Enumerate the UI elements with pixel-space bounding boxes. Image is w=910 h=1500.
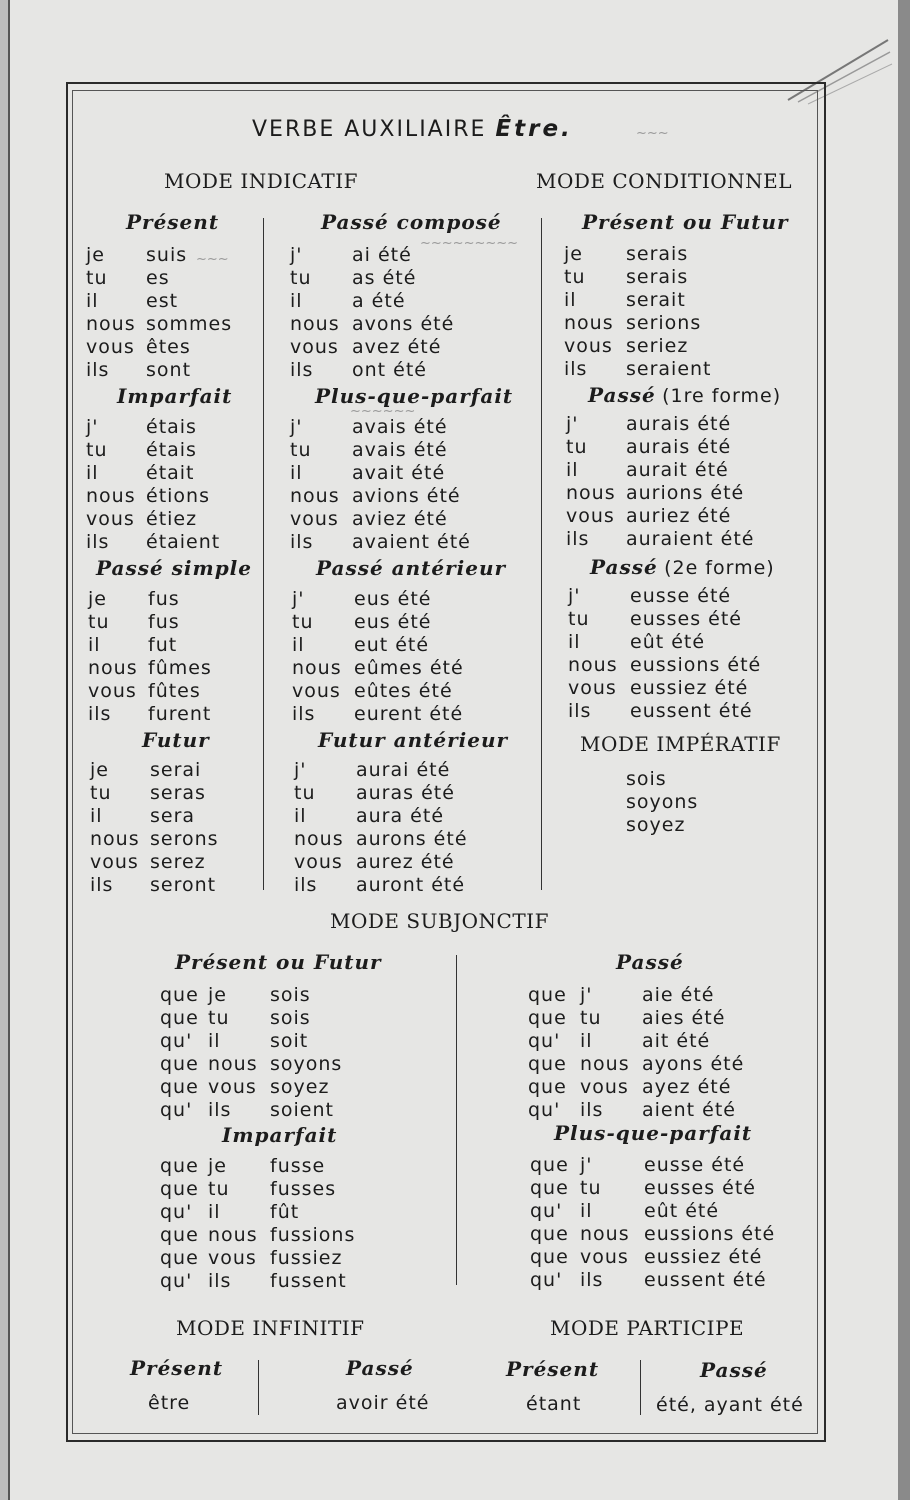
conjugation-word: il	[86, 462, 99, 484]
heading-conditionnel: MODE CONDITIONNEL	[536, 169, 793, 193]
conjugation-word: vous	[86, 336, 135, 358]
conjugation-word: avait été	[352, 462, 446, 484]
conjugation-word: eussions été	[644, 1223, 776, 1245]
conjugation-word: serons	[150, 828, 219, 850]
conjugation-word: il	[294, 805, 307, 827]
tense-name: Passé (2e forme)	[590, 555, 775, 579]
conjugation-word: avez été	[352, 336, 442, 358]
conjugation-word: ait été	[642, 1030, 711, 1052]
conjugation-word: tu	[564, 266, 586, 288]
conjugation-word: il	[208, 1030, 221, 1052]
conjugation-word: tu	[208, 1007, 230, 1029]
conjugation-word: sera	[150, 805, 196, 827]
conjugation-word: seront	[150, 874, 217, 896]
tense-name: Futur	[142, 728, 210, 752]
conjugation-word: ils	[568, 700, 592, 722]
conjugation-word: ils	[86, 531, 110, 553]
conjugation-word: j'	[580, 984, 593, 1006]
conjugation-word: suis	[146, 244, 188, 266]
conjugation-word: tu	[88, 611, 110, 633]
conjugation-word: aura été	[356, 805, 445, 827]
conjugation-word: il	[568, 631, 581, 653]
tense-name: Plus-que-parfait	[554, 1121, 753, 1145]
conjugation-word: il	[580, 1200, 593, 1222]
conjugation-word: nous	[564, 312, 614, 334]
conjugation-word: il	[566, 459, 579, 481]
conjugation-word: qu'	[530, 1200, 563, 1222]
conjugation-word: tu	[566, 436, 588, 458]
conjugation-word: nous	[86, 485, 136, 507]
conjugation-word: étais	[146, 439, 197, 461]
conjugation-word: nous	[208, 1053, 258, 1075]
conjugation-word: j'	[294, 759, 307, 781]
tense-name: Passé (1re forme)	[588, 383, 782, 407]
conjugation-word: je	[208, 984, 227, 1006]
conjugation-word: aurons été	[356, 828, 468, 850]
heading-indicatif: MODE INDICATIF	[164, 169, 358, 193]
conjugation-word: serait	[626, 289, 686, 311]
conjugation-word: qu'	[160, 1099, 193, 1121]
conjugation-word: aurez été	[356, 851, 455, 873]
conjugation-word: étaient	[146, 531, 221, 553]
heading-participe: MODE PARTICIPE	[550, 1316, 745, 1340]
conjugation-word: que	[530, 1223, 569, 1245]
conjugation-word: que	[160, 1224, 199, 1246]
conjugation-word: il	[88, 634, 101, 656]
pencil-mark: ~~~	[196, 252, 229, 267]
tense-name: Passé	[616, 950, 684, 974]
conjugation-word: avaient été	[352, 531, 471, 553]
conjugation-word: ils	[564, 358, 588, 380]
conjugation-word: fûtes	[148, 680, 201, 702]
conjugation-word: qu'	[528, 1030, 561, 1052]
divider	[640, 1360, 641, 1415]
conjugation-word: fûmes	[148, 657, 212, 679]
conjugation-word: seraient	[626, 358, 712, 380]
tense-name: Présent ou Futur	[582, 210, 789, 234]
tense-name: Plus-que-parfait	[315, 384, 514, 408]
conjugation-word: nous	[294, 828, 344, 850]
conjugation-word: ils	[294, 874, 318, 896]
conjugation-word: j'	[292, 588, 305, 610]
conjugation-word: aies été	[642, 1007, 726, 1029]
conjugation-word: aie été	[642, 984, 715, 1006]
conjugation-word: vous	[208, 1076, 257, 1098]
conjugation-word: vous	[294, 851, 343, 873]
conjugation-word: avais été	[352, 416, 448, 438]
conjugation-word: vous	[564, 335, 613, 357]
conjugation-word: seras	[150, 782, 206, 804]
conjugation-word: aurais été	[626, 436, 732, 458]
tense-name: Imparfait	[117, 384, 233, 408]
conjugation-word: fut	[148, 634, 178, 656]
conjugation-word: eusses été	[630, 608, 742, 630]
infinitif-present: être	[148, 1392, 191, 1414]
conjugation-word: tu	[294, 782, 316, 804]
conjugation-word: eus été	[354, 588, 432, 610]
conjugation-word: auriez été	[626, 505, 732, 527]
conjugation-word: qu'	[528, 1099, 561, 1121]
conjugation-word: soyons	[270, 1053, 343, 1075]
conjugation-word: serais	[626, 243, 689, 265]
conjugation-word: étiez	[146, 508, 198, 530]
conjugation-word: nous	[566, 482, 616, 504]
conjugation-word: eût été	[630, 631, 706, 653]
conjugation-word: vous	[292, 680, 341, 702]
conjugation-word: je	[86, 244, 105, 266]
tense-name: Présent ou Futur	[175, 950, 382, 974]
conjugation-word: que	[530, 1154, 569, 1176]
conjugation-word: que	[528, 1053, 567, 1075]
infinitif-present-label: Présent	[130, 1356, 224, 1380]
conjugation-word: il	[564, 289, 577, 311]
conjugation-word: il	[580, 1030, 593, 1052]
conjugation-word: es	[146, 267, 170, 289]
heading-subjonctif: MODE SUBJONCTIF	[330, 909, 549, 933]
conjugation-word: je	[90, 759, 109, 781]
conjugation-word: eusse été	[644, 1154, 746, 1176]
conjugation-word: eussent été	[630, 700, 753, 722]
heading-infinitif: MODE INFINITIF	[176, 1316, 365, 1340]
conjugation-word: que	[160, 1076, 199, 1098]
conjugation-word: aurions été	[626, 482, 745, 504]
conjugation-word: tu	[568, 608, 590, 630]
conjugation-word: vous	[580, 1076, 629, 1098]
conjugation-word: eusses été	[644, 1177, 756, 1199]
participe-passe-label: Passé	[700, 1358, 768, 1382]
conjugation-word: auras été	[356, 782, 455, 804]
conjugation-word: il	[290, 462, 303, 484]
conjugation-word: ils	[208, 1270, 232, 1292]
conjugation-word: tu	[290, 267, 312, 289]
conjugation-word: que	[528, 984, 567, 1006]
conjugation-word: seriez	[626, 335, 689, 357]
imperatif-form: sois	[626, 768, 667, 790]
conjugation-word: il	[292, 634, 305, 656]
conjugation-word: tu	[290, 439, 312, 461]
conjugation-word: eussions été	[630, 654, 762, 676]
conjugation-word: il	[290, 290, 303, 312]
divider	[263, 218, 264, 890]
conjugation-word: aurai été	[356, 759, 451, 781]
conjugation-word: est	[146, 290, 179, 312]
conjugation-word: que	[160, 1155, 199, 1177]
conjugation-word: ils	[580, 1099, 604, 1121]
conjugation-word: fussiez	[270, 1247, 343, 1269]
conjugation-word: nous	[580, 1053, 630, 1075]
conjugation-word: je	[564, 243, 583, 265]
conjugation-word: qu'	[530, 1269, 563, 1291]
conjugation-word: tu	[292, 611, 314, 633]
conjugation-word: eussiez été	[630, 677, 749, 699]
conjugation-word: auront été	[356, 874, 466, 896]
participe-present: étant	[526, 1393, 582, 1415]
conjugation-word: il	[208, 1201, 221, 1223]
conjugation-word: aviez été	[352, 508, 448, 530]
conjugation-word: furent	[148, 703, 212, 725]
conjugation-word: sommes	[146, 313, 233, 335]
conjugation-word: eussent été	[644, 1269, 767, 1291]
conjugation-word: fus	[148, 588, 180, 610]
conjugation-word: j'	[566, 413, 579, 435]
conjugation-word: ils	[86, 359, 110, 381]
conjugation-word: était	[146, 462, 195, 484]
tense-name: Passé antérieur	[316, 556, 507, 580]
conjugation-word: avions été	[352, 485, 461, 507]
conjugation-word: tu	[86, 439, 108, 461]
conjugation-word: ils	[292, 703, 316, 725]
tense-name: Futur antérieur	[318, 728, 509, 752]
conjugation-word: soyez	[270, 1076, 330, 1098]
conjugation-word: nous	[88, 657, 138, 679]
conjugation-word: tu	[86, 267, 108, 289]
conjugation-word: nous	[568, 654, 618, 676]
conjugation-word: je	[88, 588, 107, 610]
divider	[456, 955, 457, 1285]
conjugation-word: vous	[208, 1247, 257, 1269]
conjugation-word: que	[160, 1007, 199, 1029]
conjugation-word: ai été	[352, 244, 412, 266]
conjugation-word: nous	[292, 657, 342, 679]
conjugation-word: j'	[290, 416, 303, 438]
conjugation-word: eus été	[354, 611, 432, 633]
pencil-mark: ~~~~~~~~~	[420, 236, 519, 251]
conjugation-word: étions	[146, 485, 210, 507]
conjugation-word: ils	[290, 359, 314, 381]
conjugation-word: nous	[86, 313, 136, 335]
conjugation-word: ayons été	[642, 1053, 745, 1075]
conjugation-word: avais été	[352, 439, 448, 461]
conjugation-word: que	[528, 1007, 567, 1029]
conjugation-word: sont	[146, 359, 192, 381]
heading-imperatif: MODE IMPÉRATIF	[580, 732, 781, 756]
conjugation-word: aient été	[642, 1099, 736, 1121]
infinitif-passe-label: Passé	[346, 1356, 414, 1380]
conjugation-word: sois	[270, 1007, 311, 1029]
page-right-edge	[898, 0, 910, 1500]
conjugation-word: fusse	[270, 1155, 326, 1177]
page-title: VERBE AUXILIAIRE Être.	[252, 116, 573, 142]
page-left-edge	[0, 0, 10, 1500]
conjugation-word: tu	[90, 782, 112, 804]
conjugation-word: nous	[290, 485, 340, 507]
conjugation-word: vous	[566, 505, 615, 527]
conjugation-word: fût	[270, 1201, 300, 1223]
tense-name: Passé simple	[96, 556, 252, 580]
conjugation-word: j'	[290, 244, 303, 266]
divider	[541, 218, 542, 890]
conjugation-word: que	[528, 1076, 567, 1098]
tense-name: Imparfait	[222, 1123, 338, 1147]
participe-passe: été, ayant été	[656, 1394, 804, 1416]
pencil-mark: ~~~~~~	[350, 404, 416, 419]
conjugation-word: fussent	[270, 1270, 347, 1292]
conjugation-word: nous	[580, 1223, 630, 1245]
conjugation-word: que	[160, 1247, 199, 1269]
conjugation-word: vous	[90, 851, 139, 873]
participe-present-label: Présent	[506, 1357, 600, 1381]
conjugation-word: sois	[270, 984, 311, 1006]
imperatif-form: soyons	[626, 791, 699, 813]
conjugation-word: vous	[88, 680, 137, 702]
tense-form: (1re forme)	[662, 385, 782, 407]
tense-name: Passé composé	[321, 210, 502, 234]
conjugation-word: serions	[626, 312, 702, 334]
conjugation-word: aurais été	[626, 413, 732, 435]
conjugation-word: vous	[568, 677, 617, 699]
conjugation-word: je	[208, 1155, 227, 1177]
conjugation-word: eut été	[354, 634, 430, 656]
conjugation-word: vous	[290, 508, 339, 530]
conjugation-word: il	[90, 805, 103, 827]
conjugation-word: qu'	[160, 1270, 193, 1292]
conjugation-word: serai	[150, 759, 202, 781]
pencil-mark: ~~~	[636, 126, 669, 141]
conjugation-word: fusses	[270, 1178, 337, 1200]
conjugation-word: auraient été	[626, 528, 755, 550]
conjugation-word: qu'	[160, 1030, 193, 1052]
conjugation-word: vous	[290, 336, 339, 358]
conjugation-word: que	[160, 1053, 199, 1075]
conjugation-word: soit	[270, 1030, 309, 1052]
tense-form: (2e forme)	[664, 557, 775, 579]
conjugation-word: ils	[580, 1269, 604, 1291]
conjugation-word: vous	[580, 1246, 629, 1268]
conjugation-word: fus	[148, 611, 180, 633]
infinitif-passe: avoir été	[336, 1392, 430, 1414]
conjugation-word: eût été	[644, 1200, 720, 1222]
imperatif-form: soyez	[626, 814, 686, 836]
conjugation-word: ils	[290, 531, 314, 553]
conjugation-word: que	[160, 1178, 199, 1200]
conjugation-word: tu	[580, 1177, 602, 1199]
conjugation-word: ils	[566, 528, 590, 550]
conjugation-word: ont été	[352, 359, 427, 381]
conjugation-word: j'	[568, 585, 581, 607]
conjugation-word: avons été	[352, 313, 455, 335]
conjugation-word: ils	[90, 874, 114, 896]
conjugation-word: ils	[88, 703, 112, 725]
conjugation-word: eussiez été	[644, 1246, 763, 1268]
conjugation-word: que	[530, 1246, 569, 1268]
conjugation-word: que	[160, 984, 199, 1006]
title-verb: Être.	[495, 116, 573, 142]
conjugation-word: vous	[86, 508, 135, 530]
tense-name: Présent	[126, 210, 220, 234]
conjugation-word: j'	[580, 1154, 593, 1176]
conjugation-word: as été	[352, 267, 417, 289]
conjugation-word: eûtes été	[354, 680, 453, 702]
conjugation-word: serez	[150, 851, 206, 873]
conjugation-word: j'	[86, 416, 99, 438]
conjugation-word: tu	[208, 1178, 230, 1200]
conjugation-word: eusse été	[630, 585, 732, 607]
conjugation-word: soient	[270, 1099, 334, 1121]
conjugation-word: il	[86, 290, 99, 312]
conjugation-word: eûmes été	[354, 657, 464, 679]
conjugation-word: qu'	[160, 1201, 193, 1223]
conjugation-word: a été	[352, 290, 406, 312]
divider	[258, 1360, 259, 1415]
conjugation-word: tu	[580, 1007, 602, 1029]
conjugation-word: étais	[146, 416, 197, 438]
conjugation-word: eurent été	[354, 703, 464, 725]
conjugation-word: nous	[90, 828, 140, 850]
conjugation-word: êtes	[146, 336, 191, 358]
conjugation-word: que	[530, 1177, 569, 1199]
conjugation-word: ayez été	[642, 1076, 732, 1098]
conjugation-word: fussions	[270, 1224, 356, 1246]
conjugation-word: serais	[626, 266, 689, 288]
conjugation-word: ils	[208, 1099, 232, 1121]
conjugation-word: nous	[290, 313, 340, 335]
conjugation-word: nous	[208, 1224, 258, 1246]
conjugation-word: aurait été	[626, 459, 729, 481]
